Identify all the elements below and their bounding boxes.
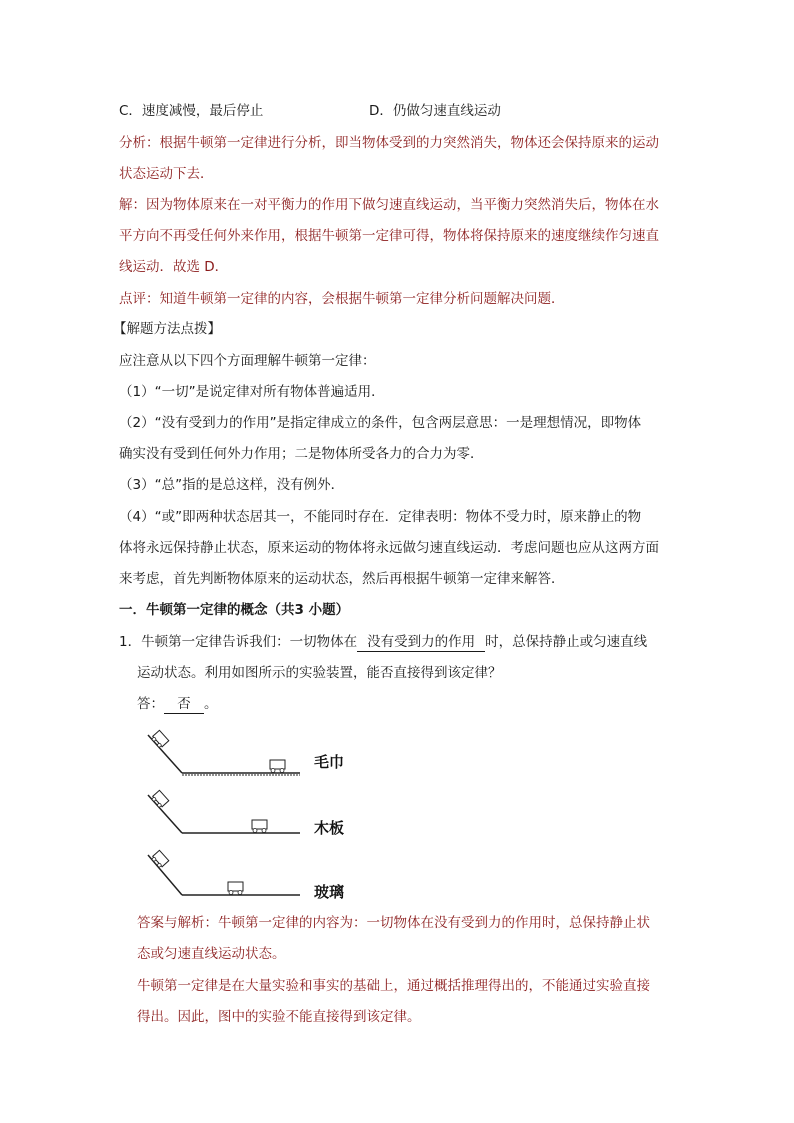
answer-explanation-line-3: 牛顿第一定律是在大量实验和事实的基础上，通过概括推理得出的，不能通过实验直接	[137, 978, 650, 994]
ramp-setup-towel	[148, 730, 344, 775]
method-intro: 应注意从以下四个方面理解牛顿第一定律：	[119, 353, 376, 369]
answer-prefix: 答：	[137, 696, 164, 712]
answer-explanation-line-2: 态或匀速直线运动状态。	[137, 946, 286, 962]
ramp-experiment-figure	[138, 725, 398, 905]
surface-label-glass: 玻璃	[314, 883, 345, 901]
question-1-blank: 没有受到力的作用	[357, 633, 485, 652]
option-d-text: D．仍做匀速直线运动	[369, 103, 501, 119]
method-point-4c: 来考虑，首先判断物体原来的运动状态，然后再根据牛顿第一定律来解答．	[119, 571, 565, 587]
method-point-4a: （4）“或”即两种状态居其一，不能同时存在．定律表明：物体不受力时，原来静止的物	[119, 509, 642, 525]
section-title-suffix: 小题）	[303, 602, 350, 618]
solution-line-3: 线运动．故选 D．	[119, 259, 229, 275]
section-title-num: 3	[294, 602, 304, 618]
section-title	[119, 600, 349, 620]
method-point-2a: （2）“没有受到力的作用”是指定律成立的条件，包含两层意思：一是理想情况，即物体	[119, 415, 642, 431]
method-point-2b: 确实没有受到任何外力作用；二是物体所受各力的合力为零．	[119, 446, 484, 462]
question-1-suffix: 时，总保持静止或匀速直线	[485, 634, 648, 650]
answer-suffix: 。	[204, 696, 218, 712]
answer-blank: 否	[164, 695, 204, 714]
solution-line-2: 平方向不再受任何外来作用，根据牛顿第一定律可得，物体将保持原来的速度继续作匀速直	[119, 228, 659, 244]
question-1-line-1	[119, 632, 647, 652]
analysis-line-1: 分析：根据牛顿第一定律进行分析，即当物体受到的力突然消失，物体还会保持原来的运动	[119, 135, 659, 151]
ramp-setup-wood	[148, 790, 344, 837]
question-1-line-2: 运动状态。利用如图所示的实验装置，能否直接得到该定律？	[137, 665, 502, 681]
method-point-3: （3）“总”指的是总这样，没有例外．	[119, 477, 345, 493]
solution-line-1: 解：因为物体原来在一对平衡力的作用下做匀速直线运动，当平衡力突然消失后，物体在水	[119, 197, 659, 213]
question-1-answer	[137, 694, 218, 714]
comment-line: 点评：知道牛顿第一定律的内容，会根据牛顿第一定律分析问题解决问题．	[119, 291, 565, 307]
analysis-line-2: 状态运动下去．	[119, 166, 214, 182]
section-title-prefix: 一．牛顿第一定律的概念（共	[119, 602, 295, 618]
question-1-prefix: 1．牛顿第一定律告诉我们：一切物体在	[119, 634, 358, 650]
method-heading: 【解题方法点拨】	[113, 321, 221, 337]
method-point-1: （1）“一切”是说定律对所有物体普遍适用．	[119, 384, 385, 400]
surface-label-towel: 毛巾	[314, 753, 345, 771]
answer-explanation-line-4: 得出。因此，图中的实验不能直接得到该定律。	[137, 1009, 421, 1025]
method-point-4b: 体将永远保持静止状态，原来运动的物体将永远做匀速直线运动．考虑问题也应从这两方面	[119, 540, 659, 556]
ramp-setup-glass	[148, 850, 344, 901]
option-c-text: C．速度减慢，最后停止	[119, 103, 264, 119]
answer-explanation-line-1: 答案与解析：牛顿第一定律的内容为：一切物体在没有受到力的作用时，总保持静止状	[137, 915, 650, 931]
surface-label-wood: 木板	[314, 819, 345, 837]
option-c	[119, 101, 501, 121]
